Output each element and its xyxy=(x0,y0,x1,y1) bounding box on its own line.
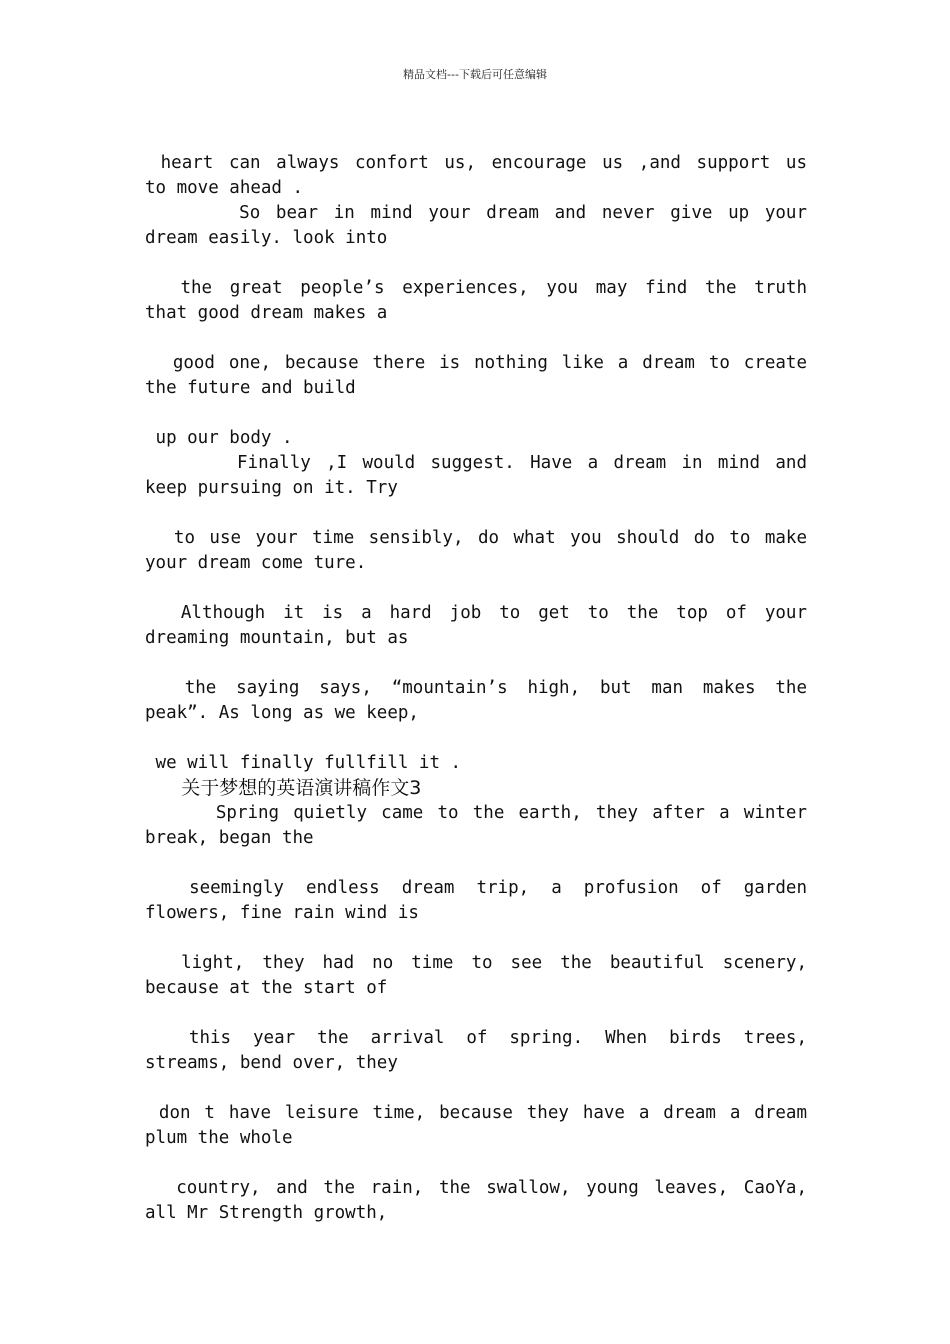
text-line: the saying says, “mountain’s high, but man makes the xyxy=(145,678,807,698)
text-line: peak”. As long as we keep, xyxy=(145,703,419,723)
text-line: that good dream makes a xyxy=(145,303,388,323)
blank-line xyxy=(145,851,807,876)
blank-line xyxy=(145,326,807,351)
text-line: your dream come ture. xyxy=(145,553,367,573)
text-line: light, they had no time to see the beautiful scenery, xyxy=(145,953,807,973)
text-line: because at the start of xyxy=(145,978,388,998)
text-line: Finally ,I would suggest. Have a dream in mind and xyxy=(145,453,808,473)
text-line: dream easily. look into xyxy=(145,228,388,248)
text-line: don t have leisure time, because they have a dream a dream xyxy=(145,1103,807,1123)
blank-line xyxy=(145,1076,807,1101)
text-line: country, and the rain, the swallow, young leaves, CaoYa, xyxy=(145,1178,808,1198)
blank-line xyxy=(145,651,807,676)
text-line: up our body . xyxy=(145,428,293,448)
text-line: Spring quietly came to the earth, they after a winter xyxy=(145,803,808,823)
text-line: streams, bend over, they xyxy=(145,1053,398,1073)
blank-line xyxy=(145,726,807,751)
text-line: this year the arrival of spring. When birds trees, xyxy=(145,1028,808,1048)
text-line: plum the whole xyxy=(145,1128,293,1148)
text-line: flowers, fine rain wind is xyxy=(145,903,419,923)
text-line: the future and build xyxy=(145,378,356,398)
text-line: keep pursuing on it. Try xyxy=(145,478,398,498)
text-line: the great people’s experiences, you may find the truth xyxy=(145,278,807,298)
section-heading: 关于梦想的英语演讲稿作文3 xyxy=(145,777,422,799)
text-line: heart can always confort us, encourage us ,and support us xyxy=(145,153,808,173)
text-line: dreaming mountain, but as xyxy=(145,628,409,648)
text-line: Although it is a hard job to get to the top of your xyxy=(145,603,807,623)
blank-line xyxy=(145,401,807,426)
text-line: seemingly endless dream trip, a profusion of garden xyxy=(145,878,807,898)
blank-line xyxy=(145,251,807,276)
text-line: we will finally fullfill it . xyxy=(145,753,462,773)
text-line: to move ahead . xyxy=(145,178,304,198)
document-body xyxy=(145,151,807,1226)
blank-line xyxy=(145,1001,807,1026)
text-line: all Mr Strength growth, xyxy=(145,1203,388,1223)
text-line: break, began the xyxy=(145,828,314,848)
blank-line xyxy=(145,926,807,951)
text-line: to use your time sensibly, do what you should do to make xyxy=(145,528,807,548)
blank-line xyxy=(145,501,807,526)
blank-line xyxy=(145,1151,807,1176)
text-line: So bear in mind your dream and never give up your xyxy=(145,203,808,223)
page-header: 精品文档---下载后可任意编辑 xyxy=(403,68,547,81)
blank-line xyxy=(145,576,807,601)
text-line: good one, because there is nothing like a dream to create xyxy=(145,353,808,373)
